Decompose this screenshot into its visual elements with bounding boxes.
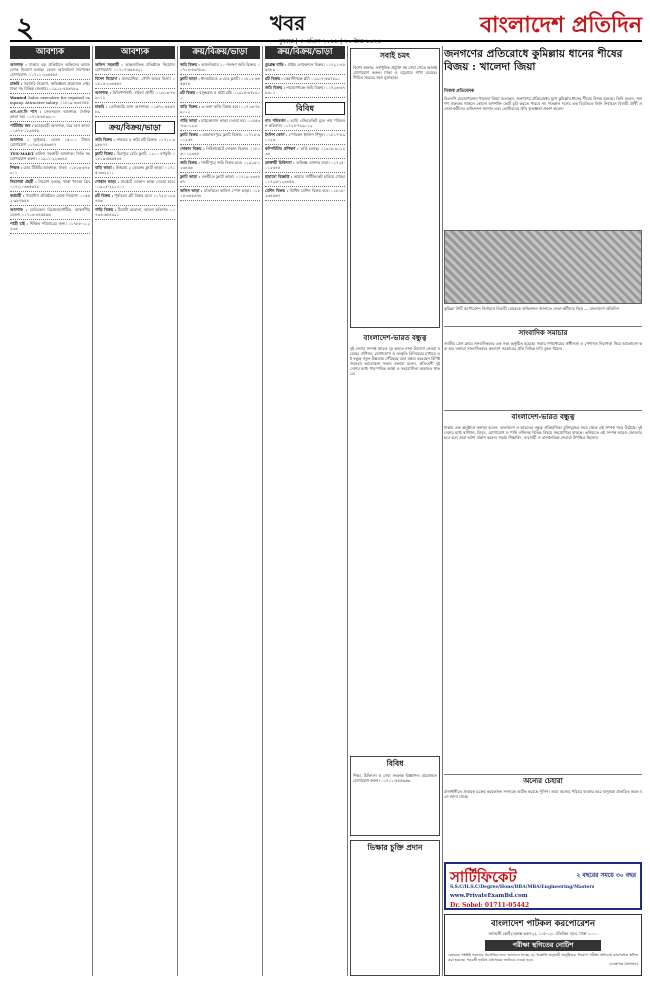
ad-head: জমি বিক্রয় : — [180, 62, 200, 67]
ad-head: Wanted — [10, 95, 27, 100]
ad-text: সাভারে ৫ কাঠা প্লট বিক্রয়। ০১৭১১-৯৯৮৮৭৭ — [95, 137, 175, 147]
notice-address: আদমজী কোর্ট (এনেক্স ভবন-২), ১১৫-১২০ মতিঝিল বা/এ, ঢাকা-১০০০ — [488, 931, 598, 936]
ad-head: কম্পিউটার প্রশিক্ষণ : — [265, 146, 299, 151]
classified-heading: ক্রয়/বিক্রয়/ভাড়া — [265, 46, 345, 59]
classified-ad — [10, 80, 90, 94]
promo-box-text: বিশেষ অফার: সর্বাধুনিক প্রযুক্তি সহ সেবা পেতে আজই যোগাযোগ করুন। ঢাকা ও চট্টগ্রামে শাখা রয়েছে। সীমিত সময়ের জন্য মূল্যছাড়। — [353, 65, 437, 80]
ad-text: প্রাইম লোকেশনে বিক্রয়। ০১৭২১-৪৫৬৭৮৯ — [265, 62, 345, 72]
story-title: অন্যের চেহারা — [523, 776, 563, 785]
ad-text: সেলসম্যান আবশ্যক, দৈনিক ভাতা সহ। ০১৭১৫-৮৮৯৯০০ — [10, 109, 90, 119]
ad-head: বাড়ি ভাড়া : — [95, 165, 115, 170]
classified-ad — [180, 145, 260, 159]
classified-ad — [180, 117, 260, 131]
ad-head: আবশ্যক : — [95, 90, 112, 95]
ad-text: মালয়েশিয়া, সৌদি আরব ভিসা। ০১৮১৫-২৩৪৫৬৭ — [95, 76, 175, 86]
ad-head: ফ্ল্যাট ভাড়া : — [180, 174, 201, 179]
bjmc-notice — [444, 914, 642, 976]
page-header — [10, 6, 642, 44]
ad-head: পার্টটাইম জব : — [10, 123, 34, 128]
ad-text: নিয়োগ চলছে, থাকা খাওয়া ফ্রি। ০১৭২০-৩৪৫৬৭৮ — [10, 179, 90, 189]
lead-reporter: নিজস্ব প্রতিবেদক — [444, 89, 475, 94]
classified-ad — [95, 89, 175, 103]
classified-ad — [265, 75, 345, 84]
ad-text: ৬ তলা বাড়ি বিক্রয় হবে। ০১৭১৬-৭৮৯০১২ — [180, 104, 260, 114]
story-fraud — [444, 774, 642, 858]
ad-head: জমি বিক্রয় : — [265, 85, 285, 90]
column-divider — [177, 46, 178, 976]
classified-column-3 — [180, 46, 260, 976]
ad-head: চাকরি : — [10, 81, 23, 86]
lead-photo-caption: কুমিল্লা সিটি কর্পোরেশন নির্বাচনে বিজয়ী মেয়রকে অভিনন্দন জানাতে নেতা-কর্মীদের ভিড় — বাংলাদেশ প্রতিদিন — [444, 306, 619, 311]
classified-ad — [265, 145, 345, 159]
classified-ad — [265, 61, 345, 75]
story-title: সাংবাদিক সমাচার — [518, 328, 568, 337]
classified-subheading: ক্রয়/বিক্রয়/ভাড়া — [95, 121, 175, 134]
ad-head: ফ্ল্যাট বিক্রয় : — [95, 151, 116, 156]
promo-box-title: সবাই চমৎ — [379, 51, 411, 60]
ad-head: আবশ্যক : — [10, 137, 29, 142]
classified-ad — [10, 150, 90, 164]
certificate-ad — [444, 862, 642, 910]
ad-text: আন্তর্জাতিক প্রতিষ্ঠানে নিয়োগ। যোগাযোগ: ০১৭১৭-৬৫৪৩২১ — [95, 62, 175, 72]
classified-ad — [265, 159, 345, 173]
ad-head: শিক্ষক : — [10, 165, 23, 170]
ad-text: ঢাকায় বড় প্রতিষ্ঠানে অফিসের কাজে লোক নিয়োগ চলছে। বেতন আলোচনা সাপেক্ষে। যোগাযোগ: ০১৭১১-২৩৪৫৬৭ — [10, 62, 90, 77]
center-story-text: দুই দেশের সম্পর্ক আরও দৃঢ় করতে নানা উদ্যোগ নেওয়া হয়েছে। বাণিজ্য, যোগাযোগ ও সংস্কৃতি বিনিময়ের মাধ্যমে এই বন্ধুত্ব নতুন উচ্চতায় পৌঁছেছে বলে মন্তব্য করেছেন বিশিষ্টজনেরা। আলোচনা সভায় বক্তারা বলেন, প্রতিবেশী দুই দেশের মধ্যে পারস্পরিক আস্থা ও সহযোগিতা অব্যাহত থাকবে। — [350, 346, 440, 376]
ad-text: টয়োটা করোলা, ভালো কন্ডিশন। ০১৭৩৩-৬৫৪৩২১ — [95, 207, 175, 217]
ad-head: অফিস ভাড়া : — [180, 188, 203, 193]
classified-ad — [180, 131, 260, 145]
classified-ad — [95, 178, 175, 192]
ad-head: অফিস সহকারী : — [95, 62, 123, 67]
ad-text: Sales executive for reputed company. Attractive salary. ০১৮১৯-৩৩৪৪৫৫ — [10, 95, 90, 105]
cert-ad-phone: Dr. Sobel: 01711-05442 — [450, 902, 530, 909]
ad-text: ভর্তি চলছে। ০১৯১৮-৯০১২৩৪ — [265, 146, 345, 156]
ad-head: বাড়ি বিক্রয় : — [180, 104, 201, 109]
ad-head: ডুপ্লেক্স বাড়ি : — [265, 62, 287, 67]
ad-head: TEX-MART — [10, 151, 34, 156]
cert-ad-degrees: S.S.C/H.S.C/Degree/Hons/BBA/MBA/Engineering/Masters — [450, 885, 595, 890]
classified-ad — [180, 75, 260, 89]
story-journalists — [444, 326, 642, 406]
ad-text: নারায়ণগঞ্জে জমি বিক্রয়। ০১৭২৩-৬৭৮৯০১ — [265, 85, 345, 95]
ad-text: সরাসরি নিয়োগ, অভিজ্ঞতা প্রয়োজন নেই। ঢাকা সহ বিভিন্ন জেলায়। ০১৯১২-৪৫৬৭৮৯ — [10, 81, 90, 91]
notice-org: বাংলাদেশ পাটকল করপোরেশন — [490, 919, 596, 929]
ad-text: মাইক্রোবাস ভাড়া দেওয়া হয়। ০১৫৫৩-৮৯০১২৩ — [180, 118, 260, 128]
ad-head: বিদেশ নিয়োগ : — [95, 76, 121, 81]
classified-ad — [95, 164, 175, 178]
ad-text: ধানমন্ডিতে ৩ বেড ফ্ল্যাট। ০১৮১২-৩৪৫৬৭৮ — [180, 76, 260, 86]
ad-text: গাজীপুরে জমি বিক্রয় হবে। ০১৯১৬-১২৩৪৫৬ — [180, 160, 260, 170]
classified-ad — [10, 220, 90, 234]
lead-photo — [444, 230, 642, 304]
ad-head: ইংলিশ কোর্স : — [265, 132, 288, 137]
ad-text: নিউমার্কেটে দোকান বিক্রয়। ০১৮১৩-০১২৩৪৫ — [180, 146, 260, 156]
ad-text: মেডিকেল রিপ্রেজেন্টেটিভ, আকর্ষণীয় বেতন। ০১৭১৩-৪৪৫৫৬৬ — [10, 207, 90, 217]
classified-ad — [265, 117, 345, 131]
classified-column-4 — [265, 46, 345, 976]
classified-ad — [180, 187, 260, 201]
ad-text: হোম টিউটর আবশ্যক, ঢাকা। ০১৮১৬-৬৭৮৯০১ — [10, 165, 90, 175]
ad-head: জমি বিক্রয় : — [180, 160, 200, 165]
ad-head: ফ্ল্যাট ভাড়া : — [180, 76, 200, 81]
classified-ad — [10, 164, 90, 178]
misc-box — [350, 756, 440, 836]
lead-headline: জনগণের প্রতিরোধে কুমিল্লায় ধানের শীষের বিজয় : খালেদা জিয়া — [444, 48, 623, 73]
ad-text: ছাত্র/ছাত্রী আবশ্যক, ঘরে বসে কাজ। ০১৬৭৪-১২৩৪৫৬ — [10, 123, 90, 133]
ad-head: প্লট বিক্রয় : — [265, 76, 283, 81]
classified-ad — [95, 103, 175, 117]
ad-head: জমি বিক্রয় : — [95, 137, 115, 142]
ad-text: মার্কেটে দোকান ভাড়া দেওয়া হবে। ০১৯১৪-২২১১০০ — [95, 179, 175, 189]
classified-heading: ক্রয়/বিক্রয়/ভাড়া — [180, 46, 260, 59]
ad-text: উত্তরায় ২ বেডরুম ফ্ল্যাট ভাড়া। ০১৭১৫-৩৩২২১১ — [95, 165, 175, 175]
ad-head: আবশ্যক : — [10, 62, 27, 67]
classified-ad — [10, 61, 90, 80]
classified-subheading: বিবিধ — [265, 102, 345, 115]
classified-ad — [265, 187, 345, 201]
story-text: রাজধানীতে প্রতারক চক্রের কয়েকজন সদস্যকে আটক করেছে পুলিশ। তারা অন্যের পরিচয় ব্যবহার করে মানুষকে প্রতারিত করত বলে জানা গেছে। — [444, 789, 642, 799]
cert-ad-website: www.PrivateExamBd.com — [450, 893, 528, 899]
ad-head: প্লট বিক্রয় : — [180, 90, 198, 95]
misc-box-text: শিক্ষা, চিকিৎসা ও সেবা সংক্রান্ত বিজ্ঞাপন। প্রয়োজনে যোগাযোগ করুন। ০১৭১১-৫৫৫৬৬৬ — [353, 773, 437, 783]
cert-ad-duration: ২ বছরের সময়ে ৩০ বছর — [576, 872, 636, 879]
ad-head: গাড়ি ভাড়া : — [180, 118, 200, 123]
ad-head: দোকান ভাড়া : — [95, 179, 120, 184]
ad-head: কর্মচারী : — [10, 193, 25, 198]
ad-text: কেরানীগঞ্জে প্লট। ০১৯১৭-৫৬৭৮৯০ — [284, 76, 341, 81]
center-story — [350, 332, 440, 752]
story-text: জাতীয় প্রেস ক্লাবে সাংবাদিকদের এক সভা অনুষ্ঠিত হয়েছে। সভায় গণমাধ্যমের স্বাধীনতা ও পেশাগত নিরাপত্তা নিয়ে আলোচনা করা হয়। বক্তারা সাংবাদিকদের কল্যাণে সরকারের প্রতি বিভিন্ন দাবি তুলে ধরেন। — [444, 341, 642, 351]
ad-head: আবশ্যক : — [10, 207, 28, 212]
ad-text: বসুন্ধরায় ৫ কাঠা প্লট। ০১৯১৫-৬৭৮৯০১ — [180, 90, 260, 100]
classified-ad — [95, 136, 175, 150]
classified-ad — [95, 150, 175, 164]
promo-box — [350, 48, 440, 328]
ad-head: প্লট বিক্রয় : — [95, 193, 114, 198]
notice-title: পরীক্ষা স্থগিতের নোটিশ — [485, 940, 601, 951]
ad-head: পাত্রী চাই : — [10, 221, 28, 226]
ad-text: অফিস সহকারী আবশ্যক। সিভি সহ যোগাযোগ করুন। ০১৯১১-২২৩৩৪৪ — [10, 151, 90, 161]
ad-text: প্রিন্টিং মেশিন বিক্রয় হবে। ০১৮১৮-২৩৪৫৬৭ — [265, 188, 345, 198]
classified-ad — [10, 94, 90, 108]
classified-ad — [180, 173, 260, 187]
page-number: ২ — [16, 11, 35, 44]
ad-head: এস.এস.সি পাস : — [10, 109, 42, 114]
classified-ad — [180, 159, 260, 173]
classified-ad — [265, 84, 345, 98]
classified-ad — [95, 75, 175, 89]
classified-ad — [95, 206, 175, 220]
classified-ad — [265, 173, 345, 187]
notice-footer: ব্যবস্থাপক (প্রশাসন) — [609, 962, 638, 967]
ad-text: পূর্বাচলে প্লট বিক্রয় হবে। ০১৭২২-১২৩৪৫৬ — [95, 193, 175, 203]
misc-box-title: বিবিধ — [386, 759, 404, 768]
classified-ad — [180, 89, 260, 103]
classified-ad — [10, 136, 90, 150]
classified-ad — [95, 192, 175, 206]
classified-ad — [10, 122, 90, 136]
ad-text: মিরপুরে রেডি ফ্ল্যাট, ১২০০ বর্গফুট। ০১৮১৯-৬৬৫৫৪৪ — [95, 151, 175, 161]
ad-head: দোকান বিক্রয় : — [180, 146, 205, 151]
classified-column-2 — [95, 46, 175, 976]
column-divider — [442, 46, 443, 976]
story-text: ঢাকায় এক অনুষ্ঠানে বক্তারা বলেন, বাংলাদেশ ও ভারতের বন্ধুত্ব ঐতিহাসিক। মুক্তিযুদ্ধের সময় থেকে এই সম্পর্ক গড়ে উঠেছে। দুই দেশের মধ্যে বাণিজ্য, বিদ্যুৎ, যোগাযোগ ও পানি বণ্টনসহ বিভিন্ন বিষয়ে সহযোগিতা বাড়ছে। ভবিষ্যতে এই সম্পর্ক আরও জোরদার হবে বলে তারা আশা প্রকাশ করেন। সভায় শিক্ষাবিদ, ব্যবসায়ী ও রাজনৈতিক নেতারা উপস্থিত ছিলেন। — [444, 425, 642, 440]
story-bd-india — [444, 410, 642, 770]
classified-ad — [10, 108, 90, 122]
ad-text: ডেলিভারি ম্যান আবশ্যক। ০১৬৭১-৪৫৬৭৮৯ — [95, 104, 175, 114]
ad-head: নিরাপত্তা প্রহরী : — [10, 179, 37, 184]
ad-text: বনশ্রীতে ফ্ল্যাট ভাড়া। ০১৭১৯-২৩৪৫৬৭ — [180, 174, 260, 184]
cert-ad-title: সার্টিফিকেট — [450, 868, 517, 886]
ad-head: ফ্ল্যাট বিক্রয় : — [180, 132, 201, 137]
classified-heading: আবশ্যক — [95, 46, 175, 59]
classified-ad — [10, 178, 90, 192]
ad-head: চাকরি : — [95, 104, 108, 109]
section-title: খবর — [270, 11, 306, 35]
dateline: বুধবার | ৩ এপ্রিল ২০১৯ | ২০ চৈত্র ১৪২৫ — [278, 38, 382, 45]
classified-ad — [180, 61, 260, 75]
ad-text: রিসিপশনিস্ট, মহিলা প্রার্থী। ০১৯১৩-৭৮৯০১২ — [95, 90, 175, 100]
ad-head: নাম পরিবর্তন : — [265, 118, 289, 123]
header-rule — [10, 40, 642, 42]
classified-heading: আবশ্যক — [10, 46, 90, 59]
column-divider — [347, 46, 348, 976]
ad-text: আমি এফিডেভিট মূলে নাম পরিবর্তন করিলাম। ০১৭২৪-৭৮৯০১২ — [265, 118, 345, 128]
classified-ad — [265, 131, 345, 145]
ad-text: অভিজ্ঞ ডাক্তার দ্বারা। ০১৭২৫-০১২৩৪৫ — [265, 160, 345, 170]
center-story-title: বাংলাদেশ-ভারত বন্ধুত্ব — [363, 333, 427, 342]
ad-text: মোহাম্মদপুরে ফ্ল্যাট বিক্রয়। ০১৭১৮-৯০১২৩৪ — [180, 132, 260, 142]
ad-text: আমার সার্টিফিকেট হারিয়ে গেছে। ০১৭২৬-১২৩৪৫৬ — [265, 174, 345, 184]
column-divider — [92, 46, 93, 976]
masthead-logo: বাংলাদেশ প্রতিদিন — [479, 12, 642, 38]
notice-body: এতদ্বারা সংশ্লিষ্ট সকলের অবগতির জন্য জানানো যাচ্ছে যে, বিজ্ঞপ্তি অনুযায়ী অনুষ্ঠিতব্য নিয়োগ পরীক্ষা অনিবার্য কারণবশত স্থগিত করা হয়েছে। পরবর্তী তারিখ যথাসময়ে জানিয়ে দেওয়া হবে। — [448, 953, 638, 962]
classified-ad — [10, 192, 90, 206]
notice-box-title: ভিক্ষার চুক্তি প্রদান — [367, 843, 423, 852]
ad-text: ড্রাইভার, বেতন ১৫০০০ টাকা। যোগাযোগ ০১৭৩১-৫৫৬৬৭৭ — [10, 137, 90, 147]
story-title: বাংলাদেশ-ভারত বন্ধুত্ব — [511, 412, 575, 421]
notice-box — [350, 840, 440, 976]
ad-head: গাড়ি বিক্রয় : — [95, 207, 117, 212]
ad-text: স্পোকেন ইংলিশ শিখুন। ০১৮১৭-৮৯০১২৩ — [265, 132, 345, 142]
ad-text: গার্মেন্টস প্রতিষ্ঠানে লোক নিয়োগ। ০১৫৫২-৯৮৭৬৫৪ — [10, 193, 90, 203]
ad-head: মেশিন বিক্রয় : — [265, 188, 289, 193]
lead-body: বিএনপি চেয়ারপারসন খালেদা জিয়া বলেছেন, জনগণের প্রতিরোধের মুখে কুমিল্লায় ধানের শীষের বিজয় হয়েছে। তিনি বলেন, জনগণ ঐক্যবদ্ধ থাকলে কোনো অপশক্তি ভোট চুরি করতে পারবে না। গতকাল দলের এক বিবৃতিতে তিনি নির্বাচনে বিজয়ী প্রার্থী ও নেতা-কর্মীদের অভিনন্দন জানান এবং ভোটারদের প্রতি কৃতজ্ঞতা প্রকাশ করেন। — [444, 96, 642, 111]
ad-head: ডাক্তারী চিকিৎসা : — [265, 160, 295, 165]
column-divider — [262, 46, 263, 976]
ad-text: মতিঝিলে অফিস স্পেস ভাড়া। ০১৮১৪-৩৪৫৬৭৮ — [180, 188, 260, 198]
classified-ad — [10, 206, 90, 220]
classified-ad — [95, 61, 175, 75]
ad-text: আশুলিয়ায় ১০ শতাংশ জমি বিক্রয়। ০১৭১৪-৫৬৭৮৯০ — [180, 62, 260, 72]
ad-head: হারানো বিজ্ঞপ্তি : — [265, 174, 293, 179]
ad-text: শিক্ষিত পরিবারের জন্য। ০১৭৮৮-১১২২৩৩ — [10, 221, 90, 231]
classified-column-1 — [10, 46, 90, 976]
classified-ad — [180, 103, 260, 117]
